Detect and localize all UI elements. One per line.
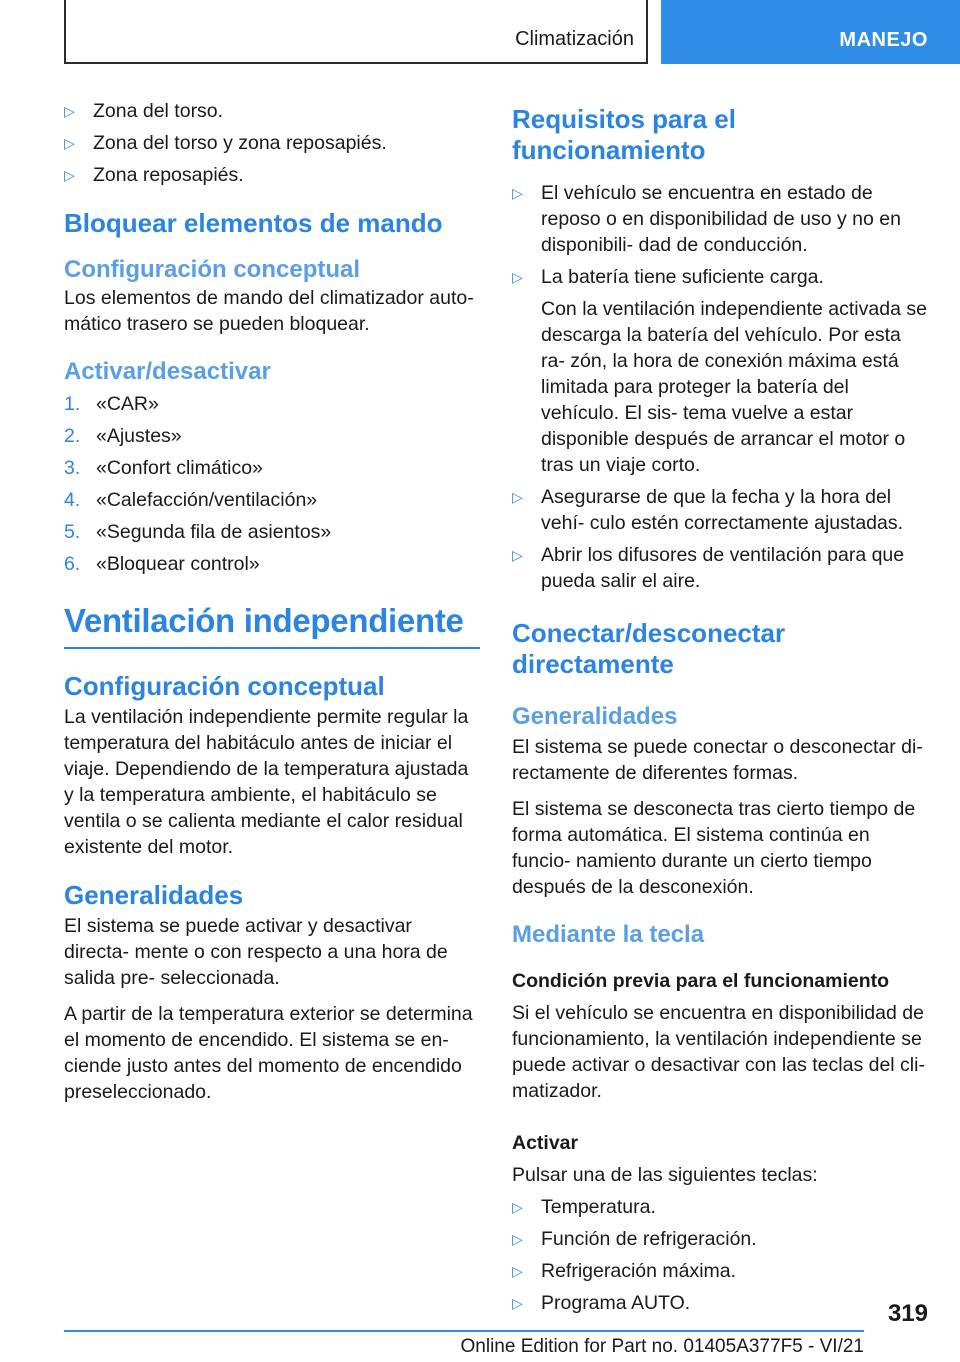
- list-item: ▷ Temperatura.: [512, 1196, 656, 1218]
- list-item: ▷ Función de refrigeración.: [512, 1228, 757, 1250]
- step-item: 1. «CAR»: [64, 393, 159, 415]
- step-item: 2. «Ajustes»: [64, 425, 182, 447]
- chapter-tab[interactable]: MANEJO: [661, 0, 960, 64]
- step-item: 6. «Bloquear control»: [64, 553, 260, 575]
- triangle-bullet-icon: ▷: [512, 185, 523, 201]
- lock-concept-heading: Configuración conceptual: [64, 256, 361, 283]
- requirements-list: [512, 180, 930, 594]
- step-item: 3. «Confort climático»: [64, 457, 263, 479]
- right-column: [512, 104, 930, 1322]
- chapter-title: Ventilación independiente: [64, 599, 480, 649]
- triangle-bullet-icon: ▷: [512, 1295, 523, 1311]
- triangle-bullet-icon: ▷: [512, 1199, 523, 1215]
- activate-key-heading: Activar: [512, 1132, 579, 1154]
- left-column: [64, 98, 480, 1115]
- general-text-1: El sistema se puede activar y desactivar directa- mente o con respecto a una hora de salida pre- seleccionada.: [64, 915, 448, 989]
- triangle-bullet-icon: ▷: [512, 1231, 523, 1247]
- list-item: ▷ La batería tiene suficiente carga. Con la ventilación independiente activada se descarga la batería del vehículo. Por esta ra- zón, la hora de conexión máxima está limitada para proteger la batería del vehículo. El sis- tema vuelve a estar disponible después de arrancar el motor o tras un viaje corto.: [512, 264, 930, 478]
- page-number: 319: [887, 1300, 928, 1327]
- list-item: ▷ Refrigeración máxima.: [512, 1260, 737, 1282]
- activate-key-text: Pulsar una de las siguientes teclas:: [512, 1164, 818, 1186]
- requirements-heading: Requisitos para el funcionamiento: [512, 104, 736, 165]
- vent-concept-heading: Configuración conceptual: [64, 671, 385, 701]
- edition-text: Online Edition for Part no. 01405A377F5 - VI/21: [460, 1336, 864, 1357]
- list-item: ▷ Programa AUTO.: [512, 1292, 691, 1314]
- lock-heading: Bloquear elementos de mando: [64, 208, 443, 238]
- triangle-bullet-icon: ▷: [512, 489, 523, 505]
- triangle-bullet-icon: ▷: [64, 135, 75, 151]
- triangle-bullet-icon: ▷: [64, 103, 75, 119]
- vent-concept-text: La ventilación independiente permite regular la temperatura del habitáculo antes de iniciar el viaje. Dependiendo de la temperatura ajustada y la temperatura ambiente, el habitáculo se ventila o se calienta mediante el calor residual existente del motor.: [64, 706, 469, 858]
- triangle-bullet-icon: ▷: [512, 1263, 523, 1279]
- general-text-2: A partir de la temperatura exterior se determina el momento de encendido. El sistema se en- ciende justo antes del momento de encendido preseleccionado.: [64, 1003, 473, 1103]
- section-title: Climatización: [515, 28, 634, 50]
- list-item: ▷ El vehículo se encuentra en estado de reposo o en disponibilidad de uso y no en disponibili- dad de conducción.: [512, 182, 901, 256]
- direct-text-2: El sistema se desconecta tras cierto tiempo de forma automática. El sistema continúa en funcio- namiento durante un cierto tiempo después de la desconexión.: [512, 798, 916, 898]
- intro-bullet-list: [64, 98, 480, 188]
- step-item: 5. «Segunda fila de asientos»: [64, 521, 332, 543]
- steps-list: [64, 391, 480, 577]
- list-item: ▷ Zona reposapiés.: [64, 164, 244, 186]
- direct-heading: Conectar/desconectar directamente: [512, 618, 786, 679]
- list-item: ▷ Abrir los difusores de ventilación para que pueda salir el aire.: [512, 544, 905, 592]
- key-bullet-list: [512, 1194, 930, 1316]
- footer-divider: [64, 1330, 864, 1332]
- precondition-heading: Condición previa para el funcionamiento: [512, 970, 890, 992]
- direct-text-1: El sistema se puede conectar o desconectar di- rectamente de diferentes formas.: [512, 736, 923, 784]
- activate-heading: Activar/desactivar: [64, 358, 271, 385]
- step-item: 4. «Calefacción/ventilación»: [64, 489, 318, 511]
- header-section-box: [64, 0, 648, 64]
- key-heading: Mediante la tecla: [512, 921, 705, 948]
- triangle-bullet-icon: ▷: [64, 167, 75, 183]
- triangle-bullet-icon: ▷: [512, 547, 523, 563]
- general-heading: Generalidades: [64, 880, 244, 910]
- direct-general-heading: Generalidades: [512, 703, 678, 730]
- list-item: ▷ Asegurarse de que la fecha y la hora del vehí- culo estén correctamente ajustadas.: [512, 486, 904, 534]
- precondition-text: Si el vehículo se encuentra en disponibilidad de funcionamiento, la ventilación independiente se puede activar o desactivar con las teclas del cli- matizador.: [512, 1002, 925, 1102]
- lock-concept-text: Los elementos de mando del climatizador auto- mático trasero se pueden bloquear.: [64, 287, 474, 335]
- list-item: ▷ Zona del torso.: [64, 100, 224, 122]
- triangle-bullet-icon: ▷: [512, 269, 523, 285]
- list-item-note: Con la ventilación independiente activada se descarga la batería del vehículo. Por esta ra- zón, la hora de conexión máxima está limitada para proteger la batería del vehículo. El sis- tema vuelve a estar disponible después de arrancar el motor o tras un viaje corto.: [541, 298, 927, 476]
- list-item: ▷ Zona del torso y zona reposapiés.: [64, 132, 387, 154]
